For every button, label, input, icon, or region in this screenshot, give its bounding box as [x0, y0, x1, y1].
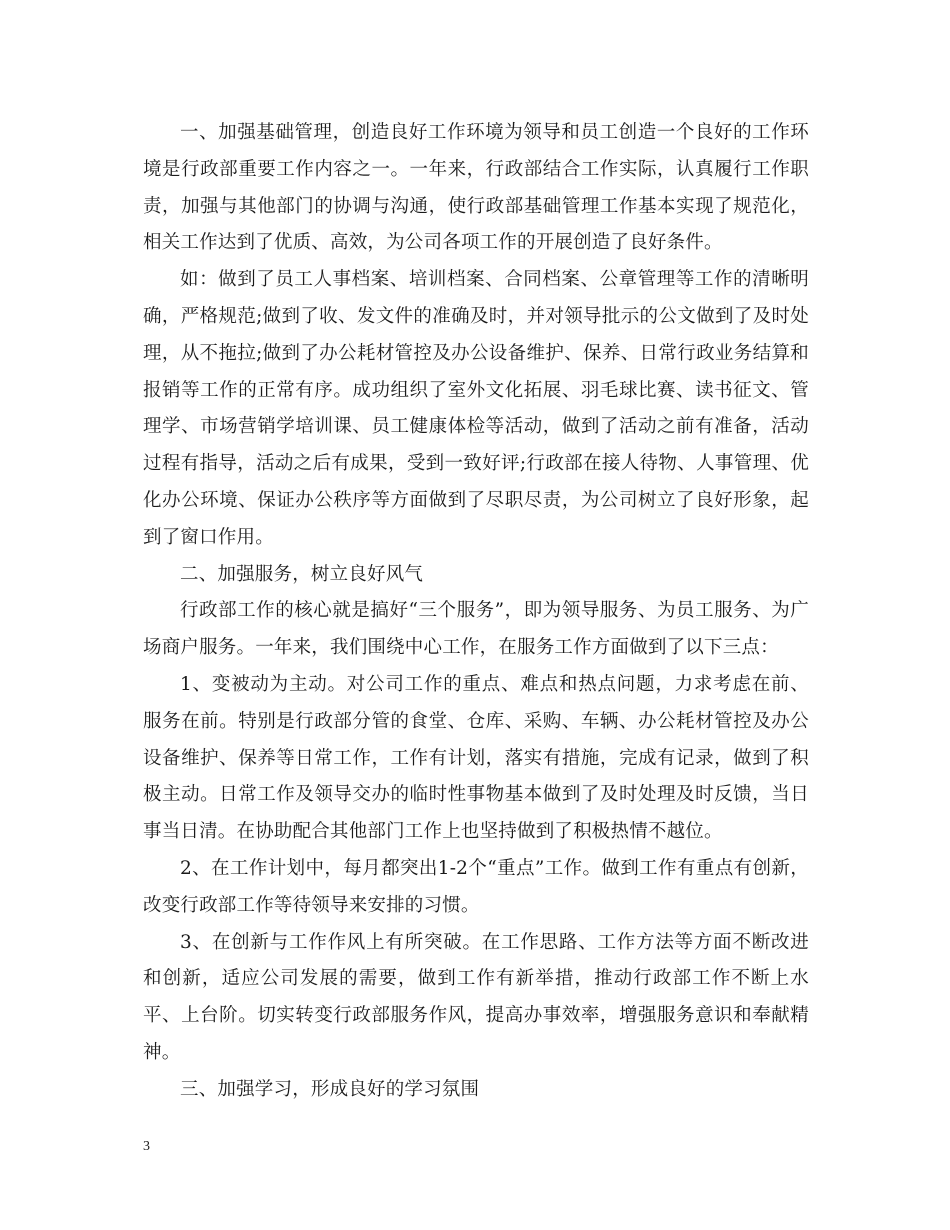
paragraph-point-3: 3、在创新与工作作风上有所突破。在工作思路、工作方法等方面不断改进和创新，适应公司发展的需要，做到工作有新举措，推动行政部工作不断上水平、上台阶。切实转变行政部服务作风，提高办事效率，增强服务意识和奉献精神。 [143, 931, 809, 1063]
paragraph-point-1: 1、变被动为主动。对公司工作的重点、难点和热点问题，力求考虑在前、服务在前。特别是行政部分管的食堂、仓库、采购、车辆、办公耗材管控及办公设备维护、保养等日常工作，工作有计划，落实有措施，完成有记录，做到了积极主动。日常工作及领导交办的临时性事物基本做到了及时处理及时反馈，当日事当日清。在协助配合其他部门工作上也坚持做到了积极热情不越位。 [143, 673, 809, 843]
paragraph-point-2: 2、在工作计划中，每月都突出1-2个“重点”工作。做到工作有重点有创新，改变行政部工作等待领导来安排的习惯。 [143, 857, 809, 916]
paragraph-three-services: 行政部工作的核心就是搞好“三个服务”，即为领导服务、为员工服务、为广场商户服务。一年来，我们围绕中心工作，在服务工作方面做到了以下三点： [143, 600, 809, 659]
page-number: 3 [143, 1139, 150, 1154]
document-body [143, 115, 809, 1109]
paragraph-basic-management: 一、加强基础管理，创造良好工作环境为领导和员工创造一个良好的工作环境是行政部重要工作内容之一。一年来，行政部结合工作实际，认真履行工作职责，加强与其他部门的协调与沟通，使行政部基础管理工作基本实现了规范化，相关工作达到了优质、高效，为公司各项工作的开展创造了良好条件。 [143, 122, 809, 254]
heading-strengthen-service: 二、加强服务，树立良好风气 [180, 563, 424, 585]
paragraph-examples: 如：做到了员工人事档案、培训档案、合同档案、公章管理等工作的清晰明确，严格规范;做到了收、发文件的准确及时，并对领导批示的公文做到了及时处理，从不拖拉;做到了办公耗材管控及办公设备维护、保养、日常行政业务结算和报销等工作的正常有序。成功组织了室外文化拓展、羽毛球比赛、读书征文、管理学、市场营销学培训课、员工健康体检等活动，做到了活动之前有准备，活动过程有指导，活动之后有成果，受到一致好评;行政部在接人待物、人事管理、优化办公环境、保证办公秩序等方面做到了尽职尽责，为公司树立了良好形象，起到了窗口作用。 [143, 269, 809, 548]
heading-strengthen-learning: 三、加强学习，形成良好的学习氛围 [180, 1078, 480, 1100]
